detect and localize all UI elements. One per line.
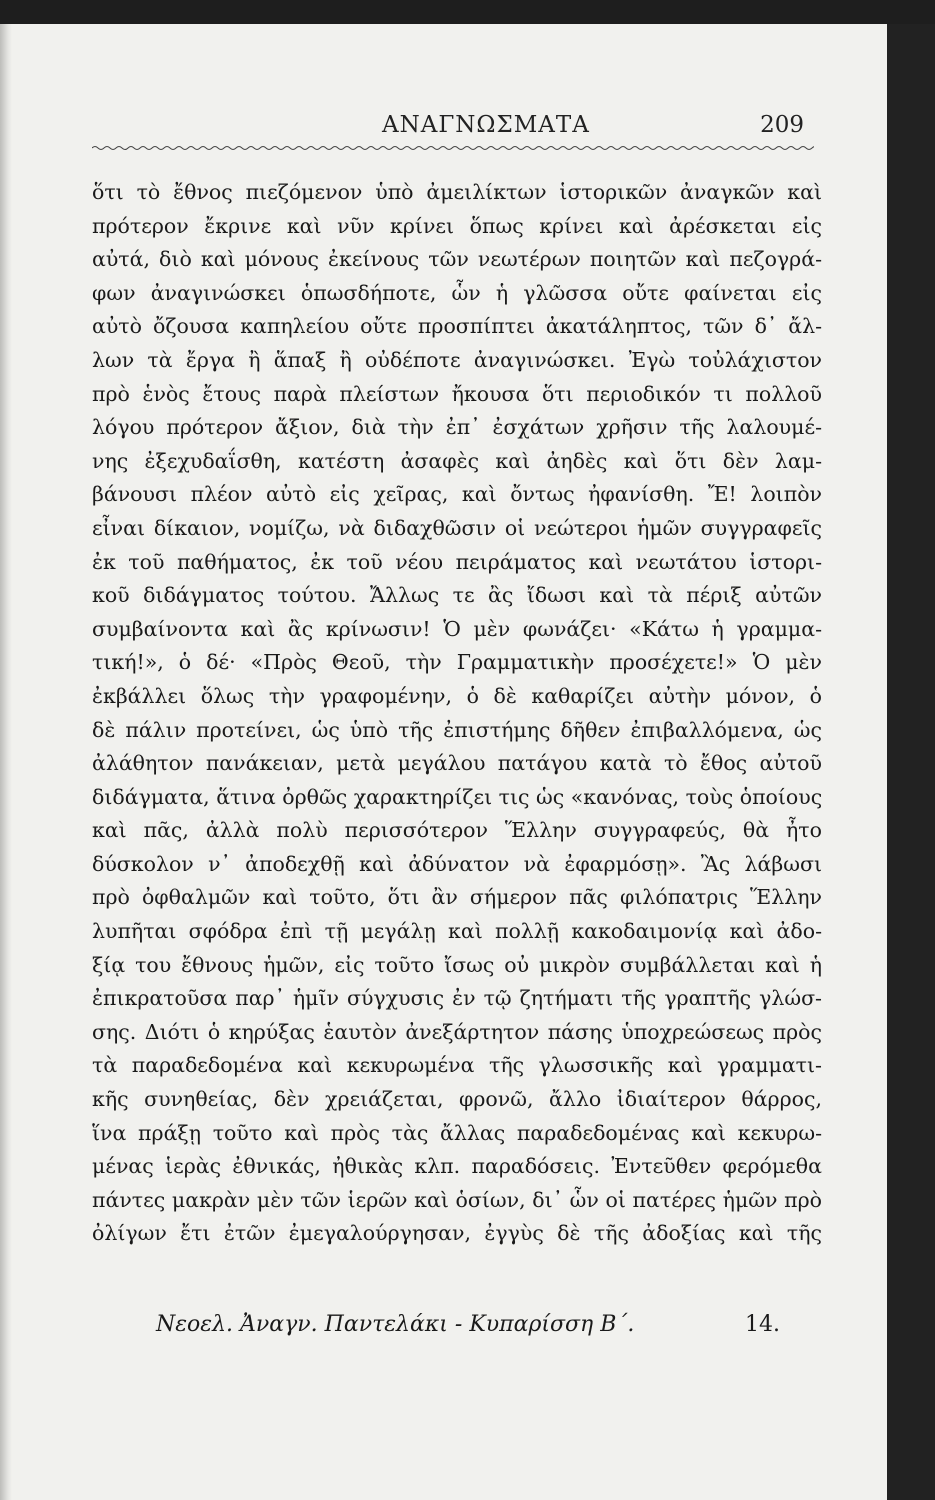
page-footer xyxy=(156,1308,796,1344)
text-line: εἶναι δίκαιον, νομίζω, νὰ διδαχθῶσιν οἱ νεώτεροι ἡμῶν συγγραφεῖς xyxy=(92,515,822,540)
page-number: 209 xyxy=(760,112,804,138)
text-line: ἵνα πράξῃ τοῦτο καὶ πρὸς τὰς ἄλλας παραδεδομένας καὶ κεκυρω- xyxy=(92,1120,822,1145)
text-line: λων τὰ ἔργα ἢ ἅπαξ ἢ οὐδέποτε ἀναγινώσκει. Ἐγὼ τοὐλάχιστον xyxy=(92,347,822,372)
sheet-number: 14. xyxy=(745,1312,780,1337)
text-line: πρὸ ἑνὸς ἔτους παρὰ πλείστων ἤκουσα ὅτι περιοδικόν τι πολλοῦ xyxy=(92,381,822,406)
text-line: ὅτι τὸ ἔθνος πιεζόμενον ὑπὸ ἀμειλίκτων ἱστορικῶν ἀναγκῶν καὶ xyxy=(92,180,822,204)
text-line: καὶ πᾶς, ἀλλὰ πολὺ περισσότερον Ἕλλην συγγραφεύς, θὰ ἦτο xyxy=(92,818,822,843)
text-line: διδάγματα, ἅτινα ὀρθῶς χαρακτηρίζει τις ὡς «κανόνας, τοὺς ὁποίους xyxy=(92,784,823,809)
text-line: κοῦ διδάγματος τούτου. Ἄλλως τε ἂς ἴδωσι καὶ τὰ πέριξ αὐτῶν xyxy=(92,583,822,608)
text-line: ἀλάθητον πανάκειαν, μετὰ μεγάλου πατάγου κατὰ τὸ ἔθος αὐτοῦ xyxy=(92,751,822,776)
text-line: αὐτὸ ὄζουσα καπηλείου οὔτε προσπίπτει ἀκατάληπτος, τῶν δ᾽ ἄλ- xyxy=(92,314,822,339)
text-line: ἐκ τοῦ παθήματος, ἐκ τοῦ νέου πειράματος καὶ νεωτάτου ἱστορι- xyxy=(92,549,822,574)
text-line: νης ἐξεχυδαΐσθη, κατέστη ἀσαφὲς καὶ ἀηδὲς καὶ ὅτι δὲν λαμ- xyxy=(92,448,822,473)
text-line: φων ἀναγινώσκει ὁπωσδήποτε, ὧν ἡ γλῶσσα οὔτε φαίνεται εἰς xyxy=(92,280,822,305)
text-line: δὲ πάλιν προτείνει, ὡς ὑπὸ τῆς ἐπιστήμης δῆθεν ἐπιβαλλόμενα, ὡς xyxy=(92,717,822,742)
text-line: λυπῆται σφόδρα ἐπὶ τῇ μεγάλῃ καὶ πολλῇ κακοδαιμονίᾳ καὶ ἀδο- xyxy=(92,919,822,944)
text-line: πρότερον ἔκρινε καὶ νῦν κρίνει ὅπως κρίνει καὶ ἀρέσκεται εἰς xyxy=(92,213,822,238)
text-line: πάντες μακρὰν μὲν τῶν ἱερῶν καὶ ὁσίων, δι᾽ ὧν οἱ πατέρες ἡμῶν πρὸ xyxy=(92,1187,822,1212)
text-line: τὰ παραδεδομένα καὶ κεκυρωμένα τῆς γλωσσικῆς καὶ γραμματι- xyxy=(92,1053,822,1078)
text-line: λόγου πρότερον ἄξιον, διὰ τὴν ἐπ᾽ ἐσχάτων χρῆσιν τῆς λαλουμέ- xyxy=(92,415,822,440)
text-line: ἐπικρατοῦσα παρ᾽ ἡμῖν σύγχυσις ἐν τῷ ζητήματι τῆς γραπτῆς γλώσ- xyxy=(92,986,822,1011)
wavy-header-rule xyxy=(92,144,814,152)
text-line: σης. Διότι ὁ κηρύξας ἑαυτὸν ἀνεξάρτητον πάσης ὑποχρεώσεως πρὸς xyxy=(92,1019,822,1044)
text-line: δύσκολον ν᾽ ἀποδεχθῇ καὶ ἀδύνατον νὰ ἐφαρμόσῃ». Ἂς λάβωσι xyxy=(92,851,822,876)
text-line: τική!», ὁ δέ· «Πρὸς Θεοῦ, τὴν Γραμματικὴν προσέχετε!» Ὁ μὲν xyxy=(92,650,822,675)
running-title: ΑΝΑΓΝΩΣΜΑΤΑ xyxy=(382,112,590,138)
scan-border xyxy=(887,24,935,1500)
text-line: συμβαίνοντα καὶ ἂς κρίνωσιν! Ὁ μὲν φωνάζει· «Κάτω ἡ γραμμα- xyxy=(92,616,822,641)
text-line: αὐτά, διὸ καὶ μόνους ἐκείνους τῶν νεωτέρων ποιητῶν καὶ πεζογρά- xyxy=(92,247,822,272)
body-text xyxy=(92,176,822,1251)
footer-signature: Νεοελ. Ἀναγν. Παντελάκι - Κυπαρίσση Β΄. xyxy=(156,1312,635,1337)
text-line: μένας ἱερὰς ἐθνικάς, ἠθικὰς κλπ. παραδόσεις. Ἐντεῦθεν φερόμεθα xyxy=(92,1154,822,1179)
text-line: κῆς συνηθείας, δὲν χρειάζεται, φρονῶ, ἄλλο ἰδιαίτερον θάρρος, xyxy=(92,1087,822,1112)
text-line: ἐκβάλλει ὅλως τὴν γραφομένην, ὁ δὲ καθαρίζει αὐτὴν μόνον, ὁ xyxy=(92,683,822,708)
text-line: ὀλίγων ἔτι ἐτῶν ἐμεγαλούργησαν, ἐγγὺς δὲ τῆς ἀδοξίας καὶ τῆς xyxy=(92,1221,822,1246)
text-line: βάνουσι πλέον αὐτὸ εἰς χεῖρας, καὶ ὄντως ἠφανίσθη. Ἔ! λοιπὸν xyxy=(92,482,822,507)
page-gutter-shadow xyxy=(0,24,12,1500)
page-header xyxy=(92,108,814,144)
text-line: πρὸ ὀφθαλμῶν καὶ τοῦτο, ὅτι ἂν σήμερον πᾶς φιλόπατρις Ἕλλην xyxy=(92,885,822,910)
text-line: ξίᾳ του ἔθνους ἡμῶν, εἰς τοῦτο ἴσως οὐ μικρὸν συμβάλλεται καὶ ἡ xyxy=(92,952,822,977)
